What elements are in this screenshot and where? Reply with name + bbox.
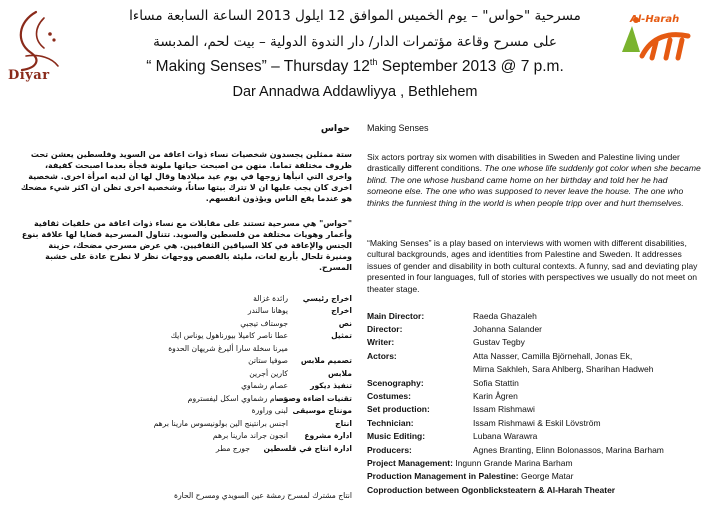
english-credit-row <box>367 376 703 389</box>
alharah-logo-text: Al-Harah <box>630 14 680 25</box>
arabic-credit-name: رائدة غزالة <box>253 293 288 303</box>
english-credit-name: Sofia Stattin <box>473 377 519 388</box>
arabic-credit-row <box>36 305 352 318</box>
arabic-credit-role: نص <box>338 318 352 328</box>
arabic-credit-role: تصميم ملابس <box>300 356 352 366</box>
english-paragraph-1-italic: The one whose life suddenly got color when she became blind. The one whose husband came home on her birthday and told her he had someone else. The one who was supposed to never leave the house. The one who thinks the funniest thing in the world is when people tripp over and hurt themselves. <box>367 163 701 208</box>
arabic-credit-row <box>36 355 352 368</box>
arabic-credit-row <box>36 430 352 443</box>
header-en-sup: th <box>369 56 378 67</box>
arabic-credit-name: جورج مطر <box>215 443 250 453</box>
english-credit-role: Music Editing: <box>367 431 426 442</box>
arabic-credit-row <box>36 417 352 430</box>
english-credit-role: Technician: <box>367 417 414 428</box>
header-english-line-1 <box>110 58 600 76</box>
arabic-credit-row <box>36 392 352 405</box>
english-credit-role: Production Management in Palestine: <box>367 471 519 482</box>
english-credit-row <box>367 430 703 443</box>
header-en-pre: “ Making Senses” – Thursday 12 <box>146 58 370 75</box>
arabic-credit-role: انتاج <box>335 418 352 428</box>
arabic-credit-row <box>36 342 352 355</box>
english-title: Making Senses <box>367 123 429 133</box>
arabic-credit-name: لبنى وراورة <box>251 406 288 416</box>
arabic-coproduction-footer: انتاج مشترك لمسرح رمشة عين السويدي ومسرح الحارة <box>173 491 352 500</box>
arabic-credit-name: جوستاف تيجبي <box>240 318 288 328</box>
english-credit-row <box>367 470 703 483</box>
header-arabic-line-1: مسرحية "حواس" – يوم الخميس الموافق 12 ايلول 2013 الساعة السابعة مساءا <box>129 8 581 24</box>
arabic-credit-name: عصام رشماوي اسكل ليفستروم <box>187 393 288 403</box>
english-paragraph-1 <box>367 152 703 209</box>
english-credit-role: Director: <box>367 324 403 335</box>
arabic-credit-row <box>36 380 352 393</box>
english-credit-name: Gustav Tegby <box>473 337 525 348</box>
arabic-credit-name: ميرنا سخلة سارا أليرغ شريهان الحدوة <box>168 343 288 353</box>
english-credit-row <box>367 483 703 496</box>
arabic-credit-name: يوهانا سالندر <box>247 306 288 316</box>
arabic-credit-role: مونتاج موسيقى <box>292 406 352 416</box>
english-credit-name: Raeda Ghazaleh <box>473 310 537 321</box>
english-paragraph-2: “Making Senses” is a play based on interviews with women with different disabilities, cultural backgrounds, ages and identities from Palestine and Sweden. It addresses issues of gender and disability in both cultural contexts. A funny, sad and deviating play presented in four languages, full of stories with perspectives we usually do not meet on theater stage. <box>367 238 698 294</box>
english-credits-list <box>367 309 703 496</box>
english-credit-name: Mirna Sakhleh, Sara Ahlberg, Sharihan Hadweh <box>473 364 654 375</box>
arabic-credits-list <box>36 292 352 455</box>
english-coproduction-line: Coproduction between Ogonblicksteatern & Al-Harah Theater <box>367 484 616 495</box>
english-credit-name: Agnes Branting, Elinn Bolonassos, Marina Barham <box>473 444 664 455</box>
arabic-paragraph-2: "حواس" هي مسرحية تستند على مقابلات مع نساء ذوات اعاقة من خلفيات ثقافية وأعمار وهويات مختلفة من فلسطين والسويد. تتناول المسرحية قضايا لها علاقة بنوع الجنس والإعاقة في كلا السياقين الثقافيين. هي عرض مسرحي مضحك، حزينة ومنيرة تلحال بأربع لغات، مليئة بالقصص ووجهات نظر لا نطرح عادة على خشبة المسرح. <box>21 219 352 272</box>
arabic-credit-row <box>36 292 352 305</box>
arabic-title: حواس <box>320 123 350 134</box>
english-paragraph-1-plain: Six actors portray six women with disabilities in Sweden and Palestine living under drastically different conditions. <box>367 152 680 174</box>
english-credit-role: Writer: <box>367 337 395 348</box>
arabic-credit-name: اجنس برانتينج الين بولونيسوس مارينا برهم <box>153 418 288 428</box>
header-english-line-2: Dar Annadwa Addawliyya , Bethlehem <box>232 84 478 100</box>
arabic-credit-role: ادارة انتاج في فلسطين <box>263 443 352 453</box>
english-credit-name: Lubana Warawra <box>473 431 538 442</box>
arabic-credit-row <box>36 405 352 418</box>
arabic-credit-row <box>36 317 352 330</box>
english-credit-row <box>367 336 703 349</box>
arabic-credit-role: تمثيل <box>331 331 352 341</box>
english-credit-role: Main Director: <box>367 310 425 321</box>
arabic-credit-role: ادارة مشروع <box>304 431 352 441</box>
arabic-credit-role: اخراج رئيسي <box>302 293 352 303</box>
arabic-credit-name: صوفيا ستاتن <box>248 356 288 366</box>
header-en-post: September 2013 @ 7 p.m. <box>377 58 564 75</box>
english-credit-row <box>367 416 703 429</box>
english-credit-row <box>367 349 703 362</box>
english-credit-row <box>367 443 703 456</box>
english-credit-name: Johanna Salander <box>473 324 543 335</box>
arabic-credit-name: عطا ناصر كاميلا بيورناهول يوناس ايك <box>170 331 288 341</box>
english-credit-name: Issam Rishmawi & Eskil Lövström <box>473 417 601 428</box>
diyar-logo-text: Diyar <box>8 68 50 83</box>
english-credit-role: Producers: <box>367 444 412 455</box>
header-arabic-line-2: على مسرح وقاعة مؤتمرات الدار/ دار الندوة الدولية – بيت لحم، المدبسة <box>153 34 557 50</box>
arabic-credit-row <box>36 367 352 380</box>
arabic-credit-row <box>36 330 352 343</box>
arabic-credit-role: اخراج <box>331 306 352 316</box>
arabic-credit-name: انجون جراند مارينا برهم <box>212 431 288 441</box>
arabic-credit-name: عصام رشماوي <box>241 381 288 391</box>
english-credit-row <box>367 389 703 402</box>
english-credit-role: Set production: <box>367 404 430 415</box>
arabic-credit-role: تنفيذ ديكور <box>310 381 352 391</box>
arabic-paragraph-1: ستة ممثلين يجسدون شخصيات نساء ذوات اعاقة من السويد وفلسطين يعشن تحت ظروف مختلفة تماما. منهن من اصبحت حياتها ملونة فجأة بعدما اصبحت كفيفة، واخرى التي انبأها زوجها في يوم عيد ميلادها وقال لها ان لديه امرأة اخرى. شخصية اخرى كان يجب عليها ان لا تترك بيتها ساناً، وشخصية اخرى تظن ان اكثر شيء مضحك هو عندما يقع الناس ويؤذون انفسهم. <box>20 150 352 203</box>
english-credit-role: Project Management: <box>367 457 453 468</box>
english-credit-row <box>367 456 703 469</box>
english-credit-name: George Matar <box>520 471 574 482</box>
arabic-credit-name: كارين أجرين <box>249 368 288 378</box>
english-credit-role: Scenography: <box>367 377 424 388</box>
arabic-credit-row <box>36 442 352 455</box>
arabic-credit-role: ملابس <box>327 368 352 378</box>
english-credit-row <box>367 363 703 376</box>
english-credit-name: Atta Nasser, Camilla Björnehall, Jonas Ek, <box>473 350 633 361</box>
english-credit-row <box>367 309 703 322</box>
arabic-credit-role: تقنيات اضاءة وصوت <box>276 393 352 403</box>
english-credit-row <box>367 322 703 335</box>
english-credit-row <box>367 403 703 416</box>
english-credit-name: Ingunn Grande Marina Barham <box>455 457 573 468</box>
english-credit-role: Costumes: <box>367 391 411 402</box>
english-credit-name: Issam Rishmawi <box>473 404 535 415</box>
english-credit-name: Karin Ågren <box>473 391 518 402</box>
english-credit-role: Actors: <box>367 350 397 361</box>
